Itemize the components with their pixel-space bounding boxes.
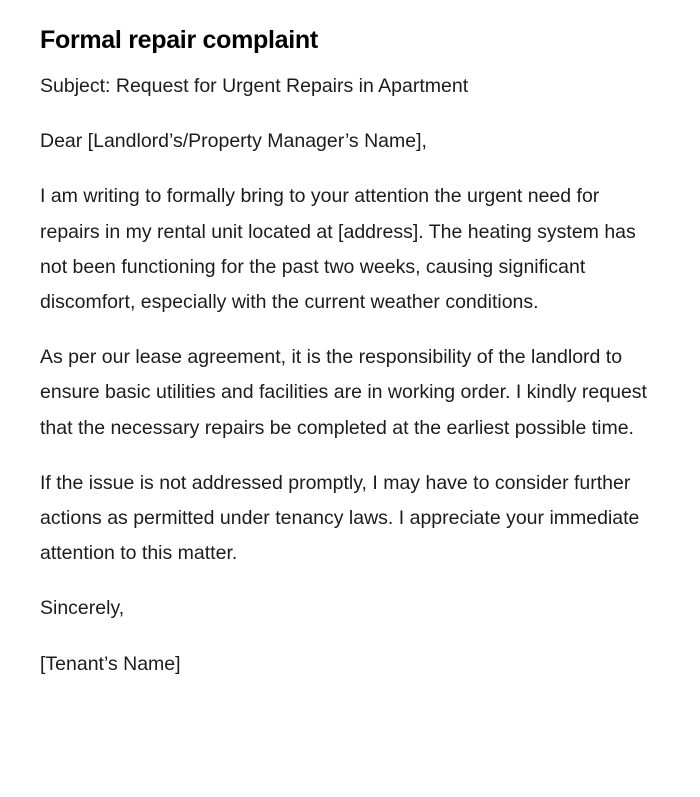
- letter-closing: Sincerely,: [40, 597, 125, 620]
- letter-paragraph-1: I am writing to formally bring to your attention the urgent need for repairs in my rental unit located at [address]. The heating system has not been functioning for the past two weeks, causing significant discomfort, especially with the current weather conditions.: [40, 185, 636, 314]
- letter-salutation: Dear [Landlord’s/Property Manager’s Name],: [40, 130, 427, 153]
- letter-paragraph-3: If the issue is not addressed promptly, I may have to consider further actions as permitted under tenancy laws. I appreciate your immediate attention to this matter.: [40, 471, 640, 565]
- letter-subject: Subject: Request for Urgent Repairs in Apartment: [40, 75, 469, 97]
- document-title: Formal repair complaint: [40, 26, 318, 54]
- letter-paragraph-2: As per our lease agreement, it is the responsibility of the landlord to ensure basic utilities and facilities are in working order. I kindly request that the necessary repairs be completed at the earliest possible time.: [40, 346, 647, 439]
- letter-signature: [Tenant’s Name]: [40, 652, 181, 675]
